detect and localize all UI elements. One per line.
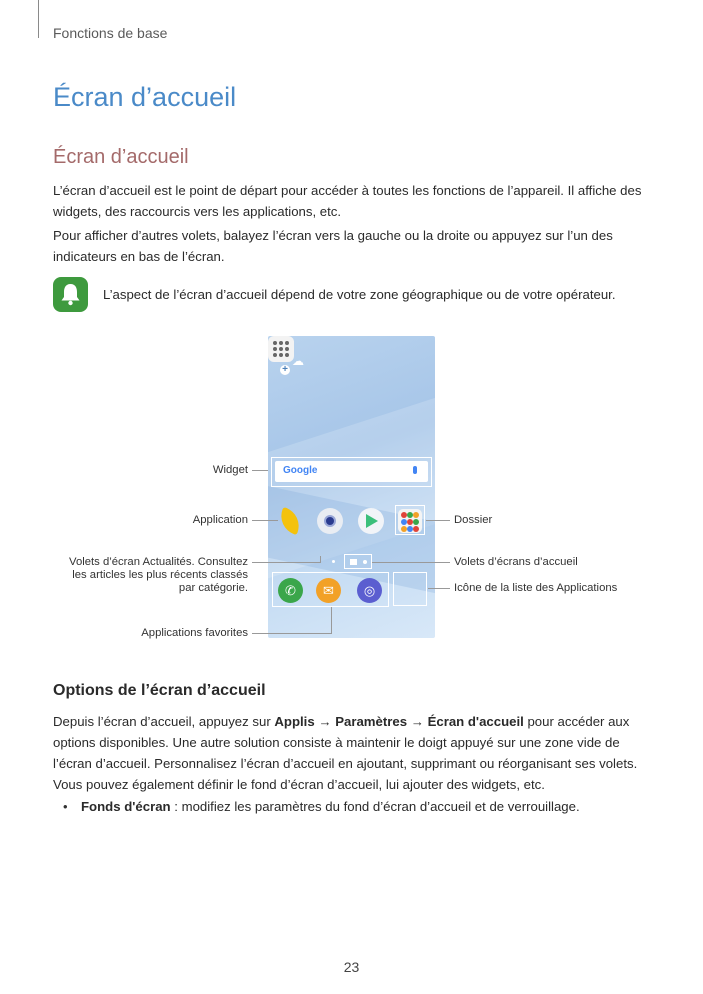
callout-line [428, 588, 450, 589]
callout-apps-list: Icône de la liste des Applications [454, 582, 618, 594]
callout-news-line-3: par catégorie. [178, 582, 248, 594]
callout-line [320, 556, 321, 563]
swipe-paragraph: Pour afficher d’autres volets, balayez l’écran vers la gauche ou la droite ou appuyez sur l’un des indicateurs en bas de l’écran. [53, 228, 613, 264]
callout-favorites: Applications favorites [141, 627, 248, 639]
callout-widget: Widget [212, 464, 248, 476]
callout-news-line-2: les articles les plus récents classés [72, 569, 248, 581]
callout-application: Application [192, 514, 248, 526]
apps-grid-highlight [393, 572, 427, 606]
callout-line [252, 562, 320, 563]
add-icon: + [280, 365, 290, 375]
phone-screen [268, 336, 435, 638]
callout-line [372, 562, 450, 563]
google-logo: Google [283, 465, 318, 476]
page-number: 23 [343, 959, 360, 975]
page-title: Écran d’accueil [53, 82, 237, 112]
apps-grid-icon [268, 336, 294, 362]
options-heading: Options de l’écran d’accueil [53, 682, 266, 699]
phone-icon: ✆ [278, 578, 303, 603]
browser-icon: ◎ [357, 578, 382, 603]
callout-line [426, 520, 450, 521]
page-indicator-highlight [344, 554, 372, 569]
callout-line [252, 633, 331, 634]
subsection-title: Écran d’accueil [53, 146, 189, 168]
camera-icon [317, 508, 343, 534]
app-icon-gallery [278, 508, 304, 534]
section-title: Fonctions de base [53, 25, 168, 41]
dock-highlight [272, 572, 389, 607]
bell-icon [53, 277, 88, 312]
bullet-icon: • [63, 799, 68, 814]
folder-highlight [395, 505, 425, 535]
callout-line [252, 520, 278, 521]
callout-folder: Dossier [454, 514, 493, 526]
options-paragraph: Depuis l’écran d’accueil, appuyez sur Applis → Paramètres → Écran d'accueil pour accéder aux options disponibles. Une autre solution consiste à maintenir le doigt appuyé sur une zone vide de l’écran d’accueil. Personnalisez l’écran d’accueil en ajoutant, supprimant ou réorganisant ses volets. Vous pouvez également définir le fond d’écran d’accueil, lui ajouter des widgets, etc. [53, 714, 638, 792]
callout-line [331, 607, 332, 634]
callout-home-panels: Volets d’écrans d’accueil [454, 556, 578, 568]
note-text: L’aspect de l’écran d’accueil dépend de votre zone géographique ou de votre opérateur. [103, 287, 616, 302]
bullet-item: Fonds d'écran : modifiez les paramètres du fond d’écran d’accueil et de verrouillage. [81, 799, 580, 814]
callout-line [252, 470, 268, 471]
corner-rule [38, 0, 39, 38]
mail-icon: ✉ [316, 578, 341, 603]
intro-paragraph: L’écran d’accueil est le point de départ pour accéder à toutes les fonctions de l’appareil. Il affiche des widgets, des raccourcis vers les applications, etc. [53, 183, 642, 219]
play-store-icon [358, 508, 384, 534]
weather-icon: ☁ [292, 354, 304, 368]
callout-news-line-1: Volets d’écran Actualités. Consultez [69, 556, 248, 568]
widget-highlight [271, 457, 432, 487]
